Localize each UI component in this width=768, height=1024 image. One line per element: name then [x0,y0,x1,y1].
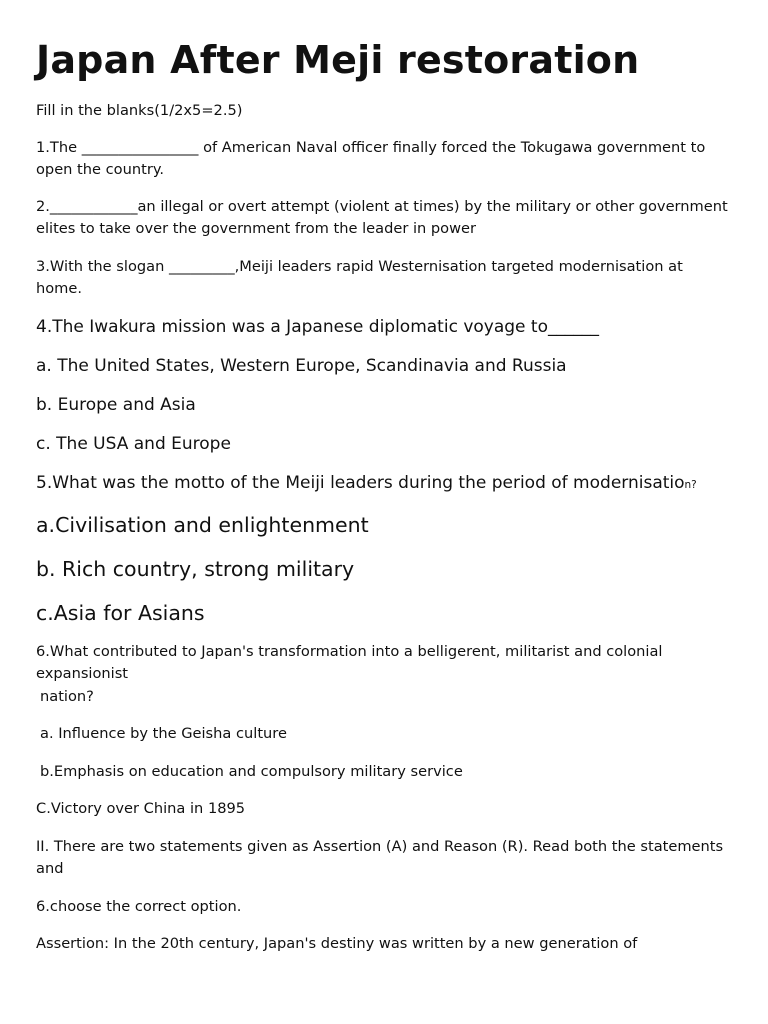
question-5-text: 5.What was the motto of the Meiji leaders during the period of modernisatio [36,472,685,493]
question-2: 2.____________an illegal or overt attempt (violent at times) by the military or other government elites to take over the government from the leader in power [36,197,728,237]
question-5-option-c: c.Asia for Asians [36,600,205,625]
assertion-text: Assertion: In the 20th century, Japan's destiny was written by a new generation of [36,935,638,952]
question-6-line-1: 6.What contributed to Japan's transformation into a belligerent, militarist and colonial expansionist [36,642,663,682]
question-6-option-c: C.Victory over China in 1895 [36,800,246,817]
question-4-option-a: a. The United States, Western Europe, Scandinavia and Russia [36,355,567,376]
question-4-option-c: c. The USA and Europe [36,433,231,454]
question-6-option-a: a. Influence by the Geisha culture [40,725,287,742]
question-1: 1.The ________________ of American Naval officer finally forced the Tokugawa government to open the country. [36,138,706,178]
question-6b: 6.choose the correct option. [36,897,242,915]
page-title: Japan After Meji restoration [36,38,640,82]
question-5-tail: n? [684,478,697,491]
question-5-option-b: b. Rich country, strong military [36,556,355,581]
question-5 [36,471,732,497]
question-3: 3.With the slogan _________,Meiji leaders rapid Westernisation targeted modernisation at home. [36,257,683,297]
question-6-line-2: nation? [40,687,94,705]
section-2-heading: II. There are two statements given as Assertion (A) and Reason (R). Read both the statements and [36,837,724,877]
question-6-option-b: b.Emphasis on education and compulsory military service [40,762,463,780]
question-5-option-a: a.Civilisation and enlightenment [36,512,369,537]
question-4-option-b: b. Europe and Asia [36,394,196,415]
instruction-text: Fill in the blanks(1/2x5=2.5) [36,102,243,119]
question-4: 4.The Iwakura mission was a Japanese diplomatic voyage to______ [36,316,599,337]
